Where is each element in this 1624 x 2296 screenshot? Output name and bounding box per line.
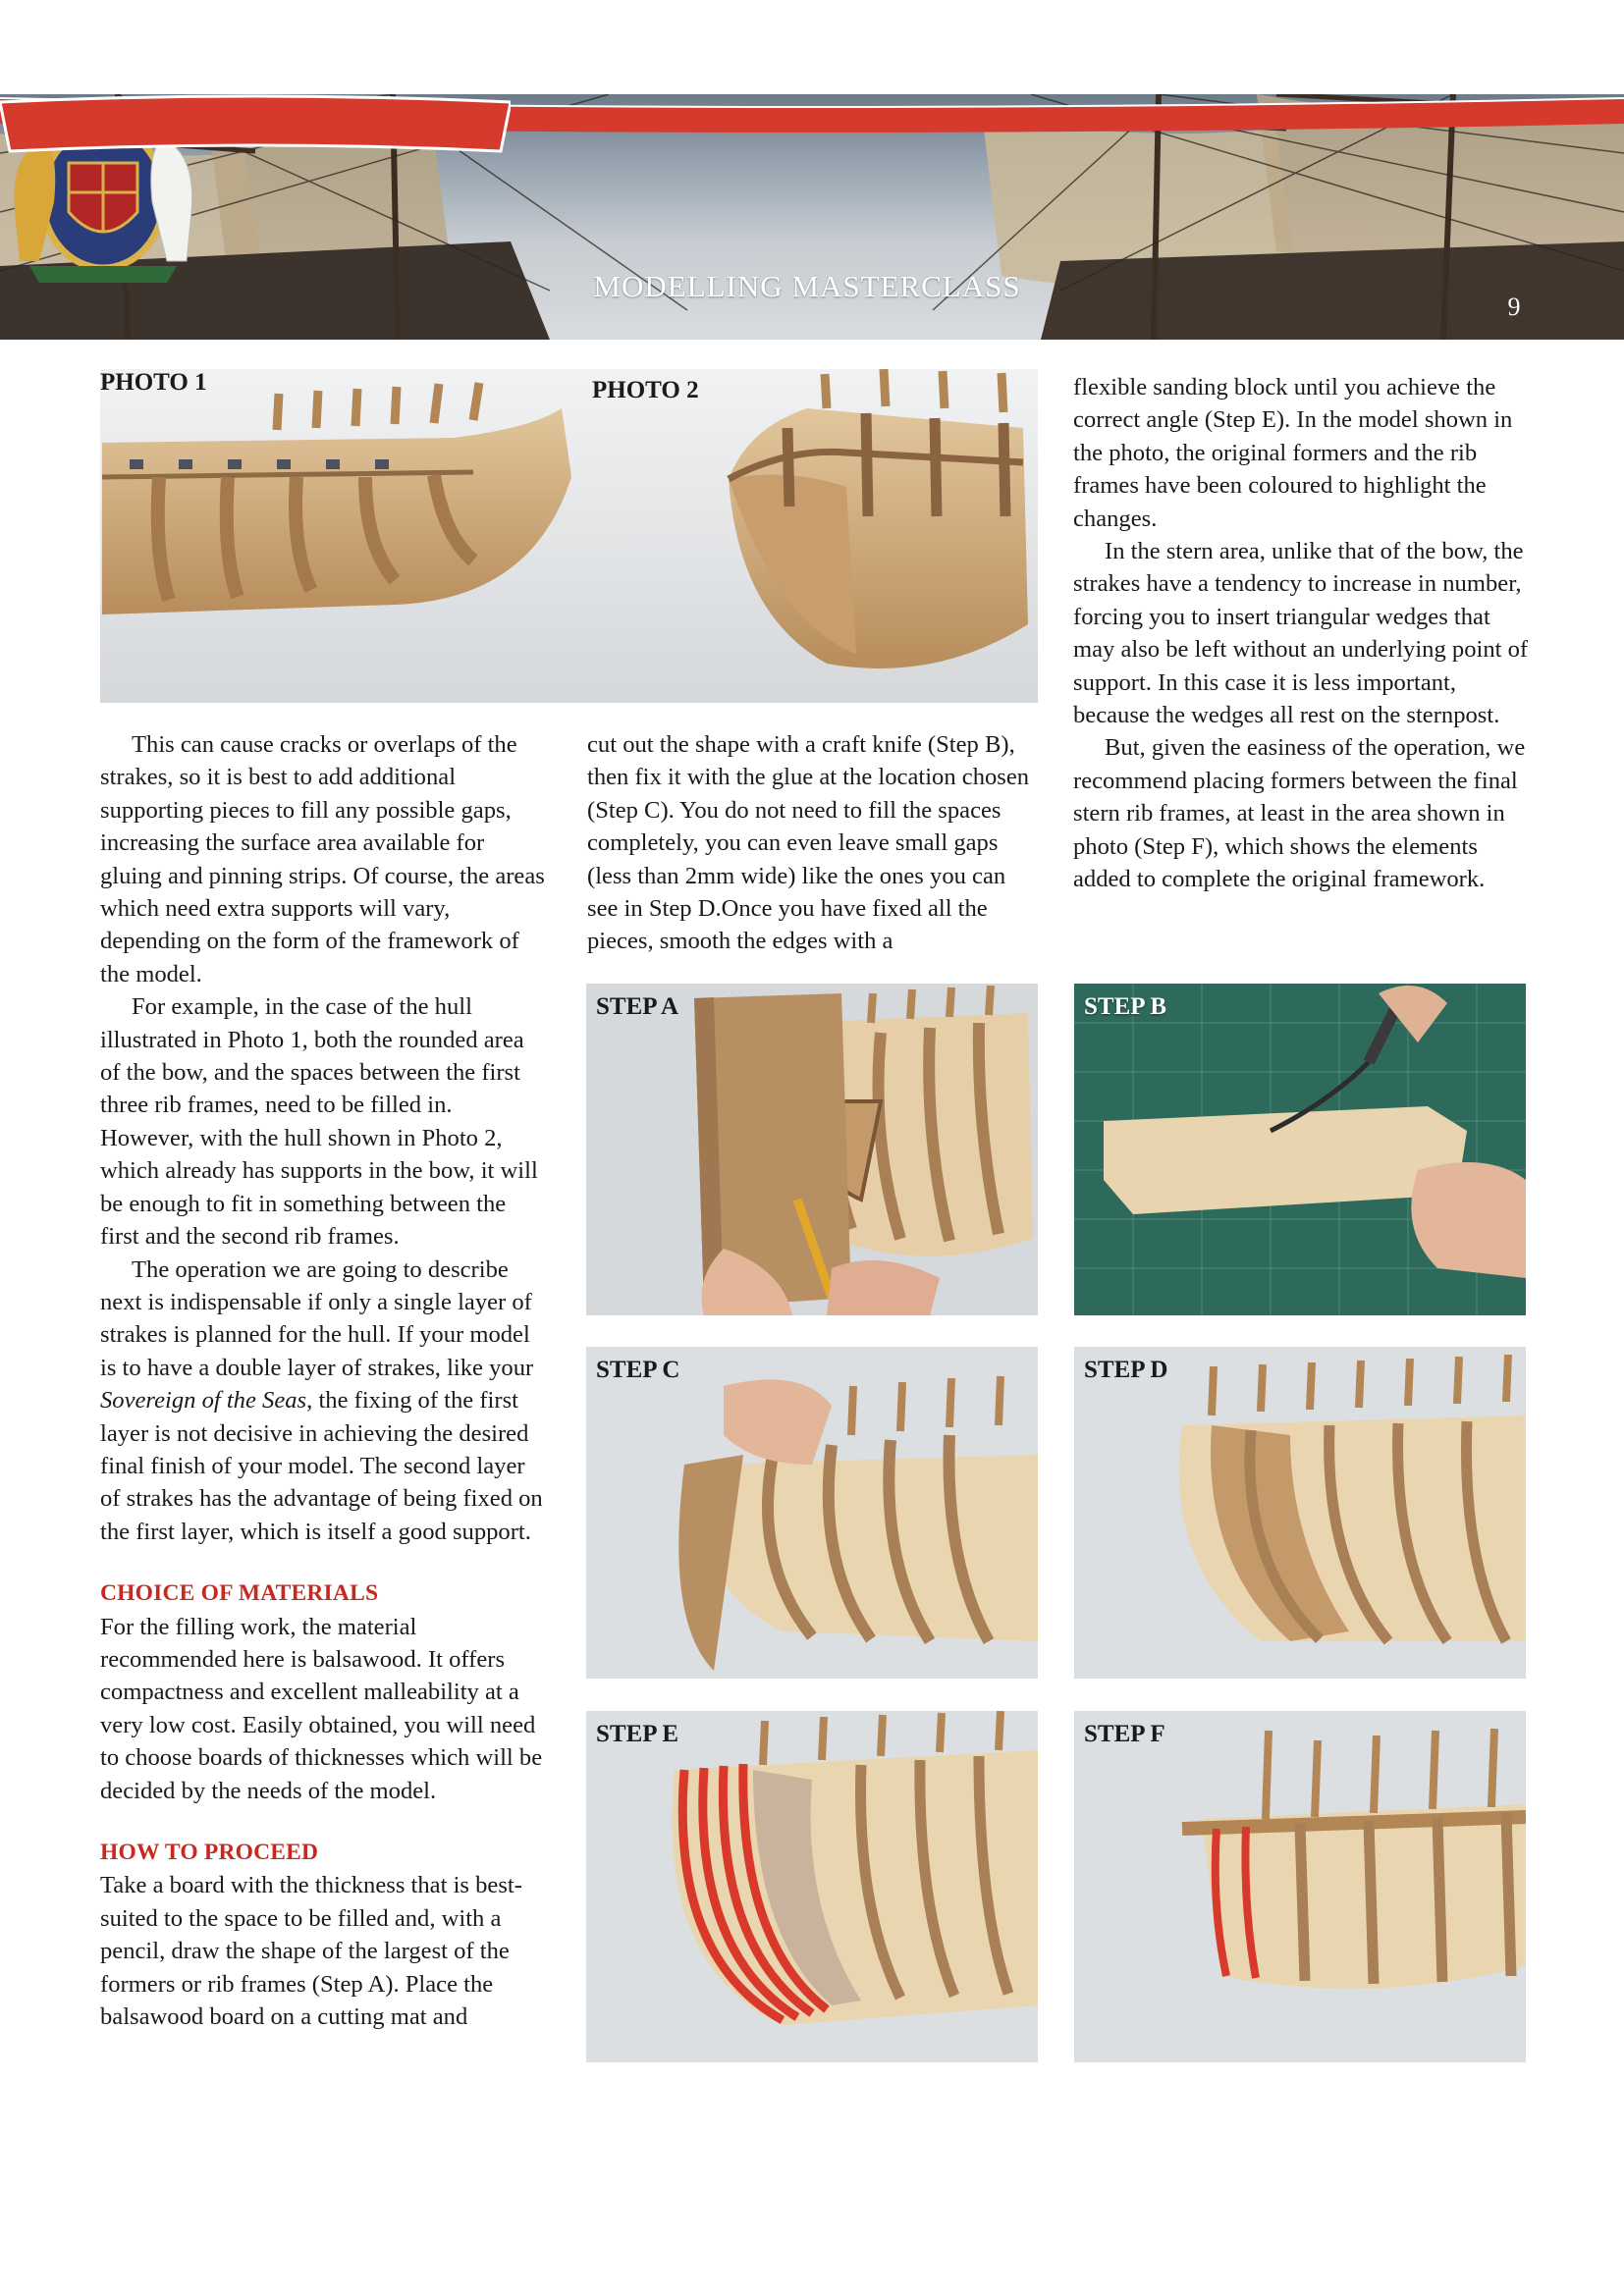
step-e-image bbox=[586, 1711, 1038, 2062]
col3-paragraph-3: But, given the easiness of the operation, we recommend placing formers between the final stern rib frames, at least in the area shown in photo (Step F), which shows the elements added to complete the original framework. bbox=[1073, 734, 1526, 893]
column-2-text bbox=[587, 728, 1041, 958]
col2-paragraph-1: cut out the shape with a craft knife (Step B), then fix it with the glue at the location chosen (Step C). You do not need to fill the spaces completely, you can even leave small gaps (less than 2mm wide) like the ones you can see in Step D.Once you have fixed all the pieces, smooth the edges with a bbox=[587, 731, 1030, 955]
step-c-image bbox=[586, 1347, 1038, 1679]
col1-paragraph-2: For example, in the case of the hull illustrated in Photo 1, both the rounded area of the bow, and the spaces between the first three rib frames, need to be filled in. However, with the hull shown in Photo 2, which already has supports in the bow, it will be enough to fit in something between the first and the second rib frames. bbox=[100, 993, 538, 1251]
heading-how-to-proceed: HOW TO PROCEED bbox=[100, 1840, 319, 1865]
photo-1 bbox=[100, 369, 1038, 703]
col3-paragraph-2: In the stern area, unlike that of the bow, the strakes have a tendency to increase in number, forcing you to insert triangular wedges that may also be left without an underlying point of support. In this case it is less important, because the wedges all rest on the sternpost. bbox=[1073, 538, 1529, 729]
photo-1-image bbox=[100, 369, 1038, 703]
col1-paragraph-4: For the filling work, the material recommended here is balsawood. It offers compactness and excellent malleability at a very low cost. Easily obtained, you will need to choose boards of thicknesses which will be decided by the needs of the model. bbox=[100, 1613, 543, 1804]
col1-paragraph-3: The operation we are going to describe next is indispensable if only a single layer of strakes is planned for the hull. If your model is to have a double layer of strakes, like your Sovereign of the Seas, the fixing of the first layer is not decisive in achieving the desired final finish of your model. The second layer of strakes has the advantage of being fixed on the first layer, which is itself a good support. bbox=[100, 1255, 543, 1545]
step-d-image bbox=[1074, 1347, 1526, 1679]
column-3-text bbox=[1073, 371, 1535, 896]
step-d-photo bbox=[1074, 1347, 1526, 1679]
col1-paragraph-1: This can cause cracks or overlaps of the strakes, so it is best to add additional supporting pieces to fill any possible gaps, increasing the surface area available for gluing and pinning strips. Of course, the areas which need extra supports will vary, depending on the form of the framework of the model. bbox=[100, 731, 545, 988]
photo-1-label: PHOTO 1 bbox=[100, 369, 207, 396]
step-f-label: STEP F bbox=[1084, 1721, 1165, 1747]
step-f-image bbox=[1074, 1711, 1526, 2062]
step-c-label: STEP C bbox=[596, 1357, 680, 1383]
heading-choice-of-materials: CHOICE OF MATERIALS bbox=[100, 1580, 379, 1607]
masthead-tab bbox=[0, 94, 511, 155]
step-b-photo bbox=[1074, 984, 1526, 1315]
step-e-photo bbox=[586, 1711, 1038, 2062]
col3-paragraph-1: flexible sanding block until you achieve the correct angle (Step E). In the model shown in the photo, the original formers and the rib frames have been coloured to highlight the changes. bbox=[1073, 374, 1513, 532]
step-f-photo bbox=[1074, 1711, 1526, 2062]
step-b-image bbox=[1074, 984, 1526, 1315]
col1-paragraph-5: Take a board with the thickness that is best-suited to the space to be filled and, with a pencil, draw the shape of the largest of the formers or rib frames (Step A). Place the balsawood board on a cutting mat and bbox=[100, 1872, 522, 2031]
step-c-photo bbox=[586, 1347, 1038, 1679]
masthead-title: MODELLING MASTERCLASS bbox=[593, 269, 1021, 303]
photo-2-label: PHOTO 2 bbox=[592, 377, 699, 403]
step-a-image bbox=[586, 984, 1038, 1315]
step-e-label: STEP E bbox=[596, 1721, 679, 1747]
column-1-text bbox=[100, 728, 550, 2033]
step-b-label: STEP B bbox=[1084, 993, 1167, 1020]
step-a-photo bbox=[586, 984, 1038, 1315]
ship-name: Sovereign of the Seas bbox=[100, 1387, 307, 1415]
page-number: 9 bbox=[1507, 293, 1521, 321]
step-a-label: STEP A bbox=[596, 993, 679, 1020]
step-d-label: STEP D bbox=[1084, 1357, 1168, 1383]
